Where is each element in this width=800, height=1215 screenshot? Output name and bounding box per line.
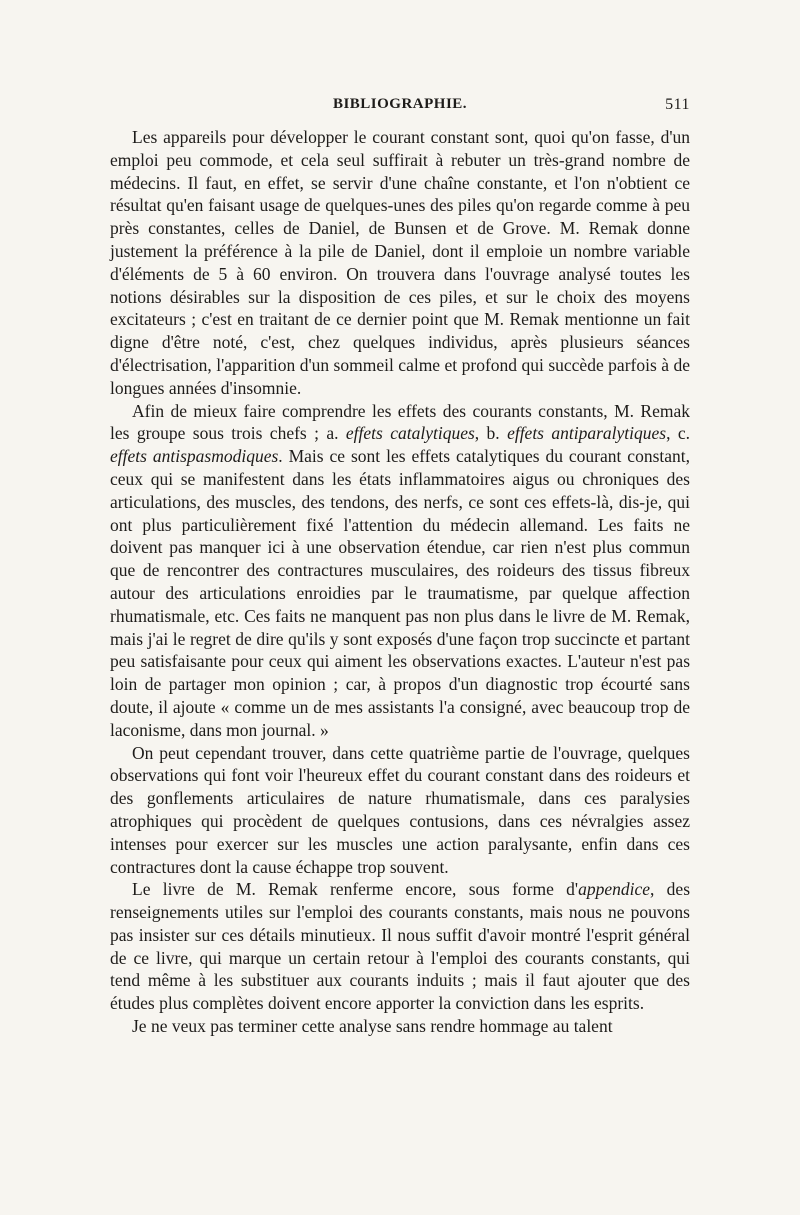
text-run: Afin de mieux faire comprendre les effets des courants constants, M. Remak les groupe sous trois chefs ; a. <box>110 400 690 444</box>
running-header <box>110 96 690 126</box>
text-run: Je ne veux pas terminer cette analyse sans rendre hommage au talent <box>132 1016 613 1037</box>
body-text <box>110 126 690 1038</box>
running-title: BIBLIOGRAPHIE. <box>332 96 468 112</box>
text-run: , b. <box>474 423 508 444</box>
text-run: On peut cependant trouver, dans cette quatrième partie de l'ouvrage, quelques observations qui font voir l'heureux effet du courant constant dans des roideurs et des gonflements articulaires de nature rhumatismale, dans ces paralysies atrophiques qui procèdent de quelques contusions, dans ces névralgies assez intenses pour exercer sur les muscles une action paralysante, enfin dans ces contractures dont la cause échappe trop souvent. <box>110 742 690 877</box>
paragraph <box>110 126 690 400</box>
page-number: 511 <box>665 96 690 113</box>
italic-text: effets antiparalytiques <box>507 423 667 444</box>
italic-text: effets antispasmodiques <box>110 446 279 467</box>
text-run: . Mais ce sont les effets catalytiques du courant constant, ceux qui se manifestent dans les états inflammatoires aigus ou chroniques des articulations, des muscles, des tendons, des nerfs, ce sont ces effets-là, dis-je, qui ont plus particulièrement fixé l'attention du médecin allemand. Les faits ne doivent pas manquer ici à une observation étendue, car rien n'est plus commun que de rencontrer des contractures musculaires, des roideurs des tissus fibreux autour des articulations enroidies par le traumatisme, par quelque affection rhumatismale, etc. Ces faits ne manquent pas non plus dans le livre de M. Remak, mais j'ai le regret de dire qu'ils y sont exposés d'une façon trop succincte et partant peu satisfaisante pour ceux qui aiment les observations exactes. L'auteur n'est pas loin de partager mon opinion ; car, à propos d'un diagnostic trop écourté sans doute, il ajoute « comme un de mes assistants l'a consigné, avec beaucoup trop de laconisme, dans mon journal. » <box>110 446 690 740</box>
paragraph <box>110 400 690 742</box>
paragraph <box>110 1015 690 1038</box>
paragraph <box>110 742 690 879</box>
book-page <box>110 96 690 1038</box>
text-run: , des renseignements utiles sur l'emploi des courants constants, mais nous ne pouvons pas insister sur ces détails minutieux. Il nous suffit d'avoir montré l'esprit général de ce livre, qui marque un certain retour à l'emploi des courants constants, qui tend même à les substituer aux courants induits ; mais il faut ajouter que des études plus complètes doivent encore apporter la conviction dans les esprits. <box>110 879 691 1014</box>
italic-text: appendice <box>578 879 651 900</box>
italic-text: effets catalytiques <box>345 423 475 444</box>
paragraph <box>110 878 690 1015</box>
text-run: , c. <box>666 423 690 444</box>
text-run: Le livre de M. Remak renferme encore, sous forme d' <box>132 879 579 900</box>
text-run: Les appareils pour développer le courant constant sont, quoi qu'on fasse, d'un emploi peu commode, et cela seul suffirait à rebuter un très-grand nombre de médecins. Il faut, en effet, se servir d'une chaîne constante, et l'on n'obtient ce résultat qu'en faisant usage de quelques-unes des piles qu'on regarde comme à peu près constantes, celles de Daniel, de Bunsen et de Grove. M. Remak donne justement la préférence à la pile de Daniel, dont il emploie un nombre variable d'éléments de 5 à 60 environ. On trouvera dans l'ouvrage analysé toutes les notions désirables sur la disposition de ces piles, et sur le choix des moyens excitateurs ; c'est en traitant de ce dernier point que M. Remak mentionne un fait digne d'être noté, c'est, chez quelques individus, après plusieurs séances d'électrisation, l'apparition d'un sommeil calme et profond qui succède parfois à de longues années d'insomnie. <box>110 127 690 398</box>
